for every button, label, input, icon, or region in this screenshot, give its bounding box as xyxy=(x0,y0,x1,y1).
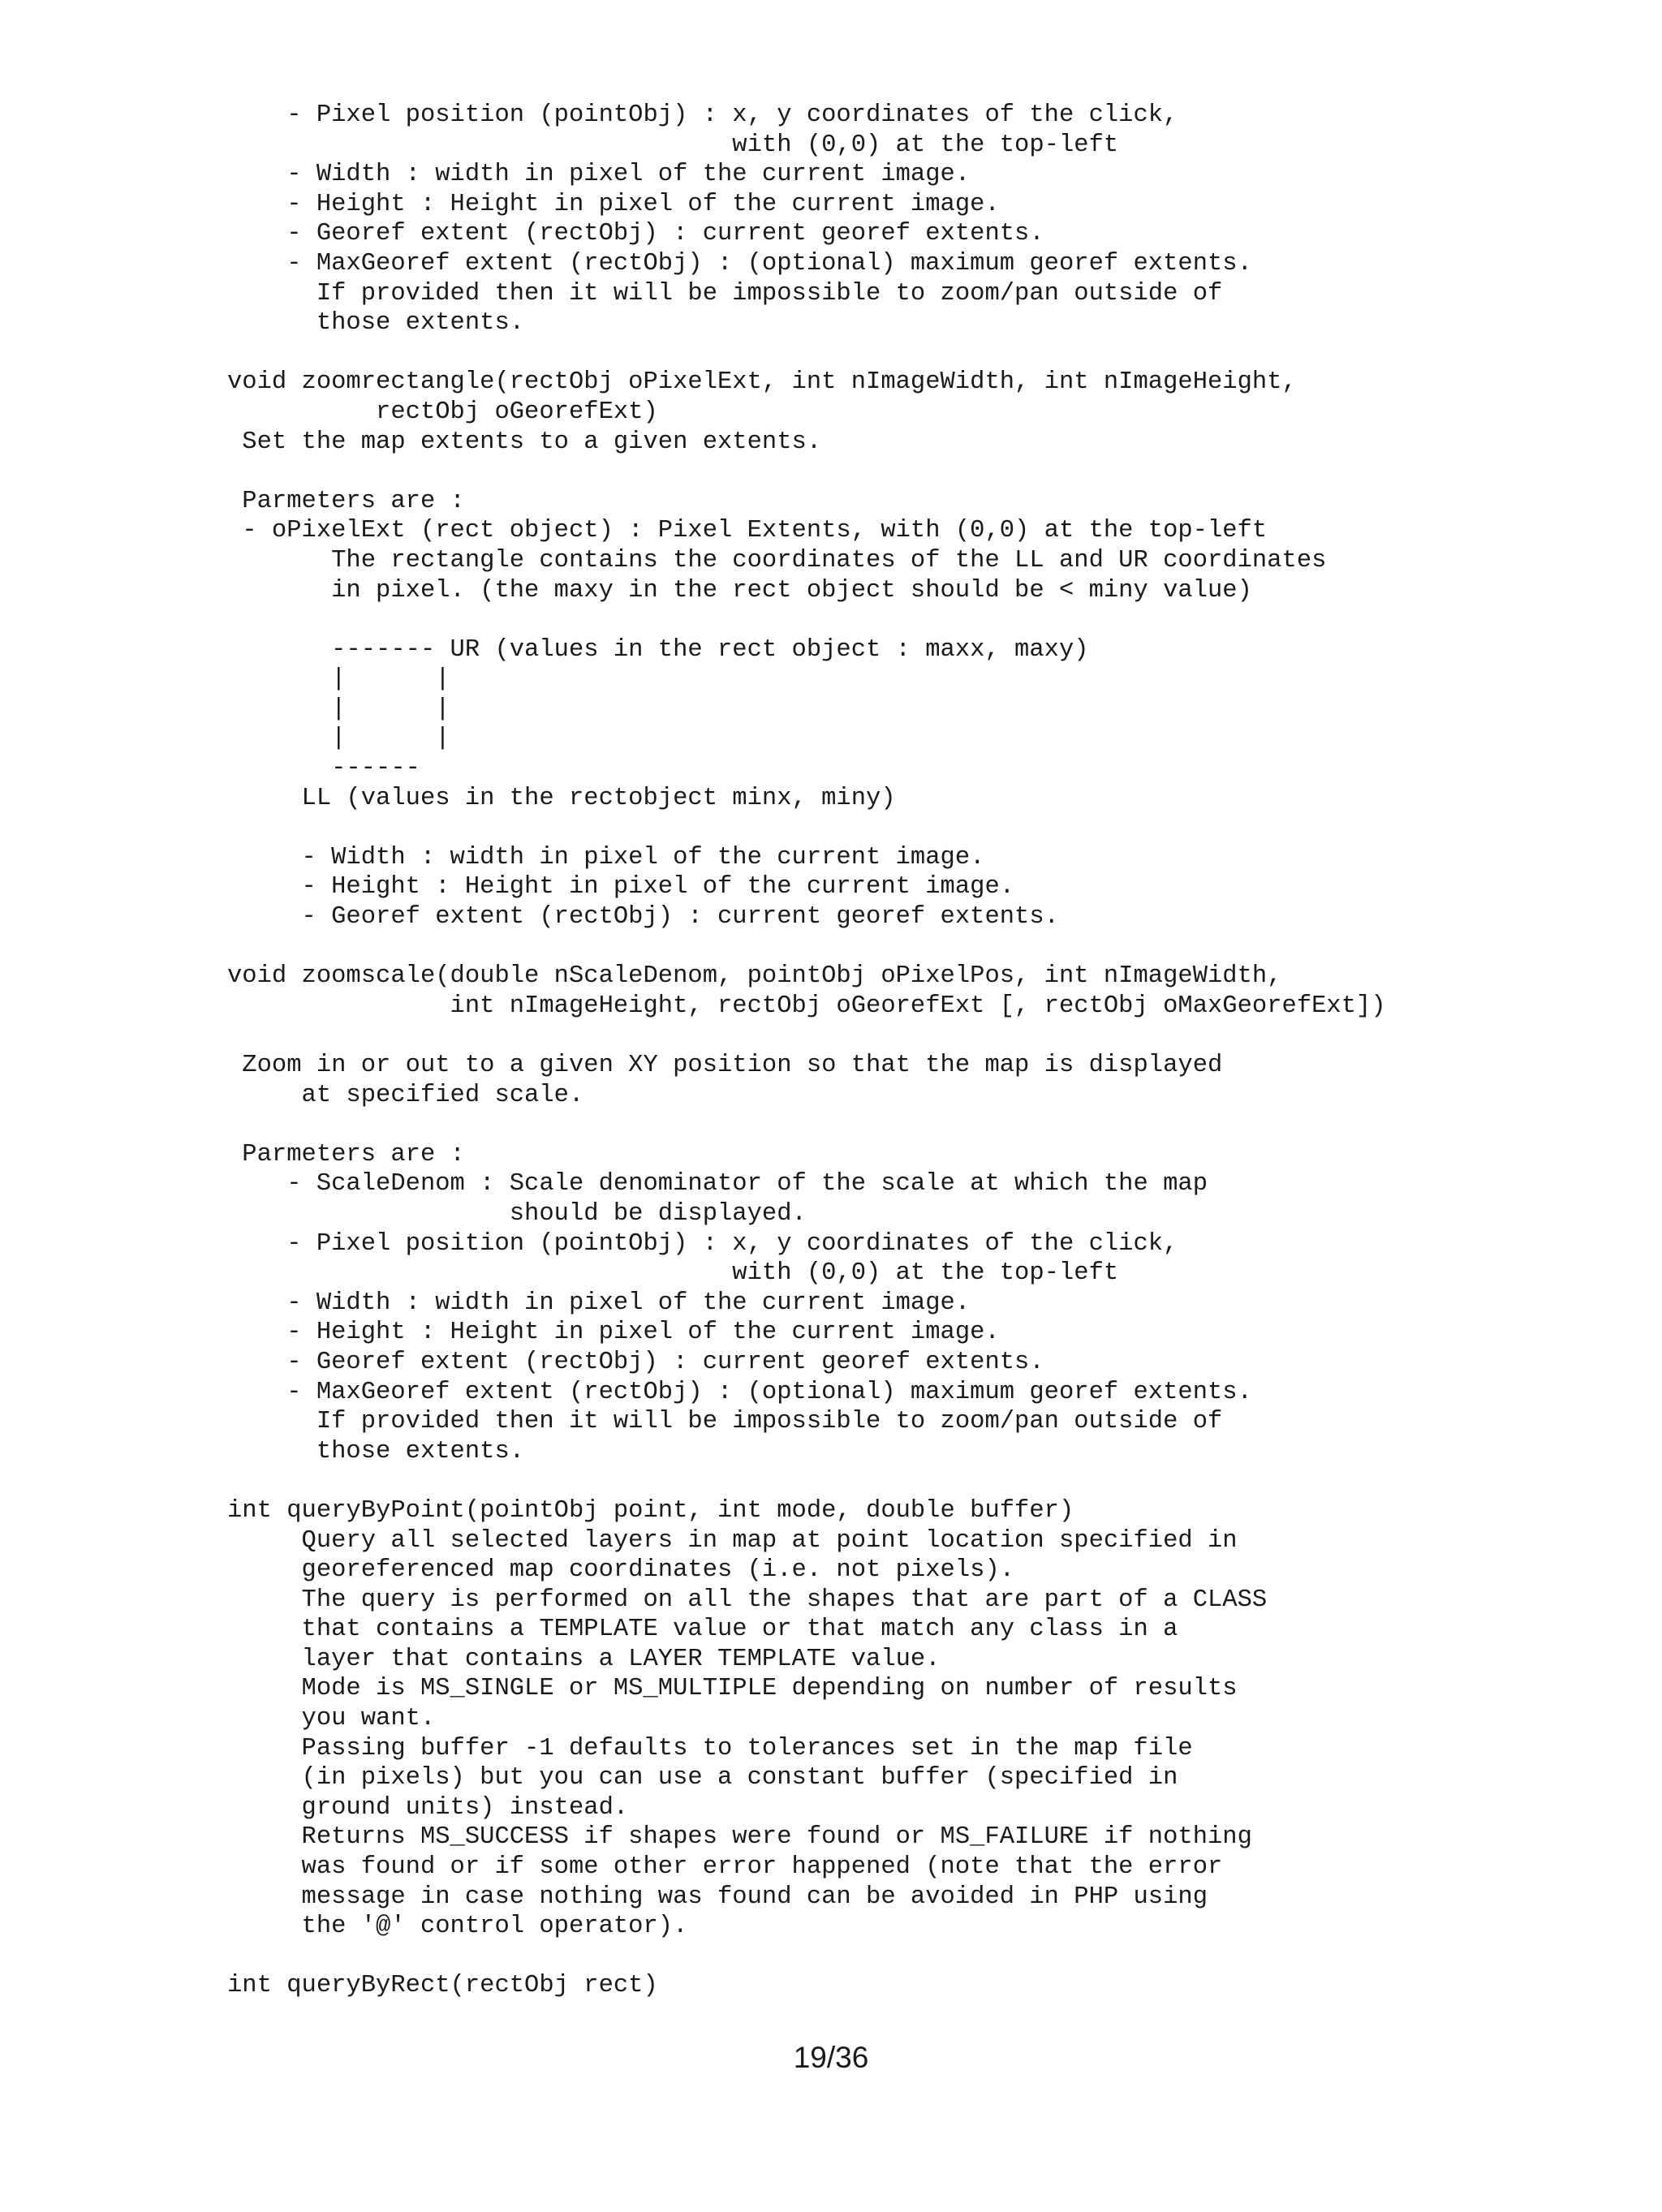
page-number: 19/36 xyxy=(793,2041,869,2074)
api-documentation-text: - Pixel position (pointObj) : x, y coordinates of the click, with (0,0) at the top-left - Width : width in pixel of the current image. - Height : Height in pixel of the current image. - Georef extent (rectObj) : current georef extents. - MaxGeoref extent (rectObj) : (optional) maximum georef extents. If provided then it will be impossible to zoom/pan outside of those extents. void zoomrectangle(rectObj oPixelExt, int nImageWidth, int nImageHeight, rectObj oGeorefExt) Set the map extents to a given extents. Parmeters are : - oPixelExt (rect object) : Pixel Extents, with (0,0) at the top-left The rectangle contains the coordinates of the LL and UR coordinates in pixel. (the maxy in the rect object should be < miny value) ------- UR (values in the rect object : maxx, maxy) | | | | | | ------ LL (values in the rectobject minx, miny) - Width : width in pixel of the current image. - Height : Height in pixel of the current image. - Georef extent (rectObj) : current georef extents. void zoomscale(double nScaleDenom, pointObj oPixelPos, int nImageWidth, int nImageHeight, rectObj oGeorefExt [, rectObj oMaxGeorefExt]) Zoom in or out to a given XY position so that the map is displayed at specified scale. Parmeters are : - ScaleDenom : Scale denominator of the scale at which the map should be displayed. - Pixel position (pointObj) : x, y coordinates of the click, with (0,0) at the top-left - Width : width in pixel of the current image. - Height : Height in pixel of the current image. - Georef extent (rectObj) : current georef extents. - MaxGeoref extent (rectObj) : (optional) maximum georef extents. If provided then it will be impossible to zoom/pan outside of those extents. int queryByPoint(pointObj point, int mode, double buffer) Query all selected layers in map at point location specified in georeferenced map coordinates (i.e. not pixels). The query is performed on all the shapes that are part of a CLASS that contains a TEMPLATE value or that match any class in a layer that contains a LAYER TEMPLATE value. Mode is MS_SINGLE or MS_MULTIPLE depending on number of results you want. Passing buffer -1 defaults to tolerances set in the map file (in pixels) but you can use a constant buffer (specified in ground units) instead. Returns MS_SUCCESS if shapes were found or MS_FAILURE if nothing was found or if some other error happened (note that the error message in case nothing was found can be avoided in PHP using the '@' control operator). int queryByRect(rectObj rect) xyxy=(227,101,1386,2000)
